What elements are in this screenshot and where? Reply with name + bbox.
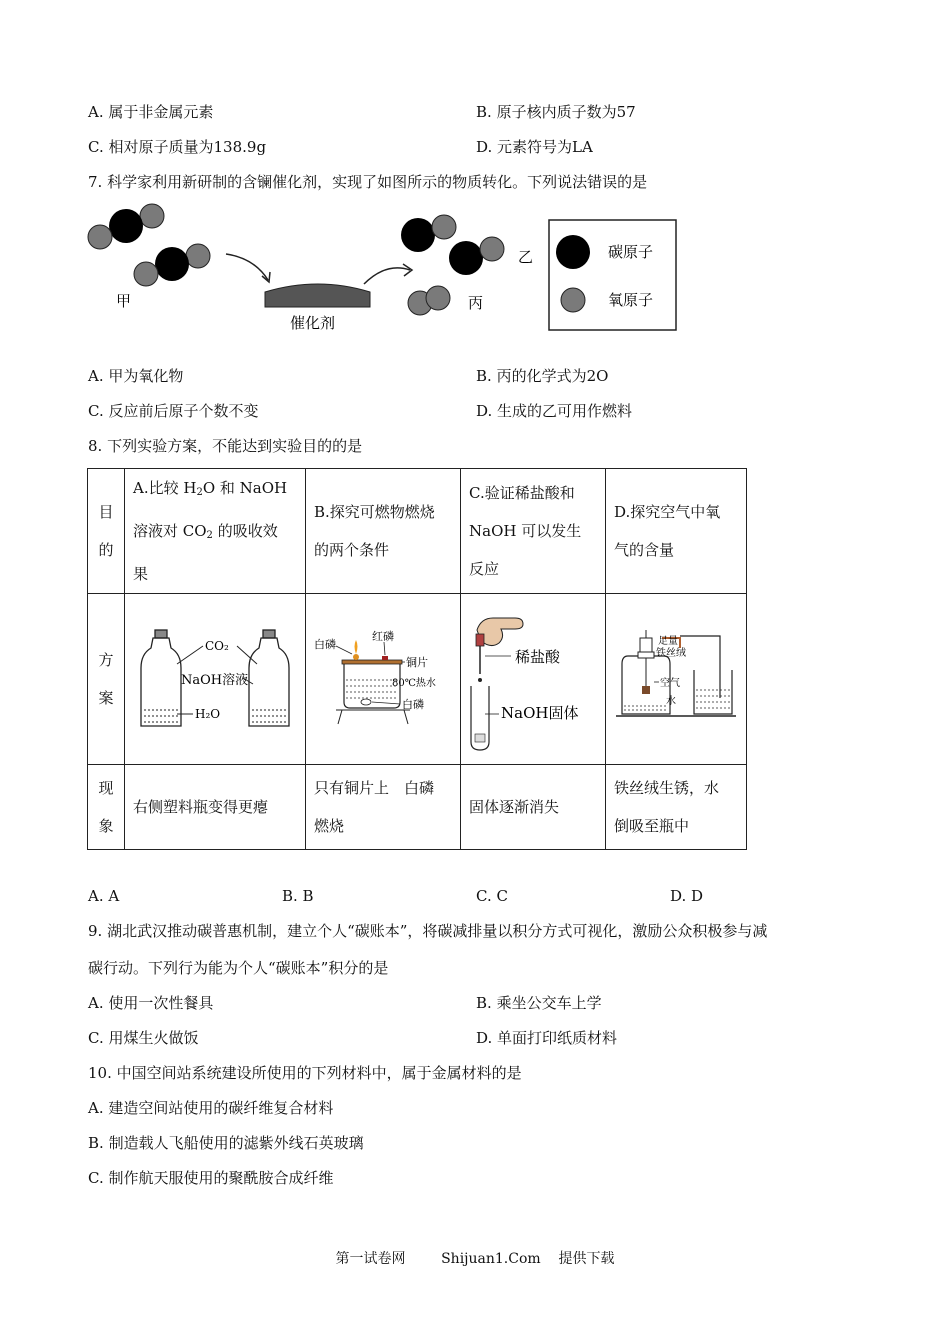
legend-carbon-icon <box>556 235 590 269</box>
catalyst-shape <box>265 284 370 307</box>
q8-option-a: A. A <box>88 887 120 905</box>
phenomenon-d: 铁丝绒生锈，水 倒吸至瓶中 <box>606 765 747 850</box>
molecule-yi-1 <box>401 215 456 252</box>
purpose-a: A.比较 $H_2O$ 和 NaOH 溶液对 $CO_2$ 的吸收效 果 <box>125 469 306 594</box>
legend-oxygen-icon <box>561 288 585 312</box>
table-row-phenomenon <box>88 765 747 850</box>
label-naoh-solution: NaOH溶液 <box>181 673 249 688</box>
q6-option-c: C. 相对原子质量为138.9g <box>88 138 267 156</box>
q10-option-b: B. 制造载人飞船使用的滤紫外线石英玻璃 <box>88 1134 364 1152</box>
header-phenomenon: 现 象 <box>88 765 125 850</box>
q7-reaction-diagram <box>86 200 686 340</box>
purpose-b: B.探究可燃物燃烧 的两个条件 <box>306 469 461 594</box>
oxygen-content-diagram <box>614 624 738 734</box>
label-white-p-1: 白磷 <box>314 638 336 651</box>
q6-option-b: B. 原子核内质子数为57 <box>476 103 636 121</box>
purpose-d: D.探究空气中氧 气的含量 <box>606 469 747 594</box>
label-red-p: 红磷 <box>372 630 394 643</box>
q8-option-c: C. C <box>476 887 508 905</box>
bottles-diagram <box>135 624 295 734</box>
label-bing: 丙 <box>468 294 484 312</box>
q6-option-a: A. 属于非金属元素 <box>88 103 214 121</box>
dropper-diagram <box>463 604 603 754</box>
q8-option-d: D. D <box>670 887 704 905</box>
label-hot-water: 80℃热水 <box>392 678 436 689</box>
q7-option-d: D. 生成的乙可用作燃料 <box>476 402 633 420</box>
scheme-b <box>306 594 461 765</box>
scheme-a <box>125 594 306 765</box>
molecule-jia-1 <box>88 204 164 249</box>
label-iron-wool: 铁丝绒 <box>656 648 686 659</box>
label-dilute-hcl: 稀盐酸 <box>515 648 561 666</box>
molecule-yi-2 <box>449 237 504 275</box>
table-row-scheme <box>88 594 747 765</box>
phenomenon-a: 右侧塑料瓶变得更瘪 <box>125 765 306 850</box>
q10-stem: 10. 中国空间站系统建设所使用的下列材料中，属于金属材料的是 <box>88 1064 522 1082</box>
arrow-out <box>364 268 410 284</box>
page-footer: 第一试卷网 Shijuan1.Com 提供下载 <box>335 1251 615 1267</box>
arrow-in <box>226 254 268 280</box>
q10-option-a: A. 建造空间站使用的碳纤维复合材料 <box>88 1099 334 1117</box>
scheme-d <box>606 594 747 765</box>
header-purpose: 目 的 <box>88 469 125 594</box>
q9-option-c: C. 用煤生火做饭 <box>88 1029 199 1047</box>
q7-option-b: B. 丙的化学式为2O <box>476 367 609 385</box>
q7-stem: 7. 科学家利用新研制的含镧催化剂，实现了如图所示的物质转化。下列说法错误的是 <box>88 173 648 191</box>
q7-option-c: C. 反应前后原子个数不变 <box>88 402 259 420</box>
legend-oxygen-label: 氧原子 <box>608 291 654 309</box>
label-co2: CO₂ <box>205 639 229 653</box>
table-row-purpose <box>88 469 747 594</box>
label-white-p-2: 白磷 <box>402 698 424 711</box>
q9-option-a: A. 使用一次性餐具 <box>88 994 214 1012</box>
phenomenon-c: 固体逐渐消失 <box>461 765 606 850</box>
q10-option-c: C. 制作航天服使用的聚酰胺合成纤维 <box>88 1169 334 1187</box>
q6-option-d: D. 元素符号为LA <box>476 138 593 156</box>
q9-stem-line1: 9. 湖北武汉推动碳普惠机制，建立个人“碳账本”，将碳减排量以积分方式可视化，激励公众积极参与减 <box>88 922 768 940</box>
combustion-diagram <box>314 624 452 734</box>
molecule-bing <box>408 286 450 315</box>
label-h2o: H₂O <box>195 707 221 721</box>
label-sufficient: 足量 <box>658 636 678 647</box>
q9-stem-line2: 碳行动。下列行为能为个人“碳账本”积分的是 <box>88 959 389 977</box>
label-catalyst: 催化剂 <box>290 314 336 332</box>
label-air: 空气 <box>660 678 680 689</box>
scheme-c <box>461 594 606 765</box>
q8-experiment-table <box>87 468 747 850</box>
header-scheme: 方 案 <box>88 594 125 765</box>
phenomenon-b: 只有铜片上 白磷 燃烧 <box>306 765 461 850</box>
label-yi: 乙 <box>518 248 534 266</box>
label-naoh-solid: NaOH固体 <box>501 704 579 722</box>
q8-option-b: B. B <box>282 887 314 905</box>
molecule-jia-2 <box>134 244 210 286</box>
label-copper: 铜片 <box>406 656 428 669</box>
label-water: 水 <box>666 696 676 707</box>
legend-carbon-label: 碳原子 <box>608 243 654 261</box>
q9-option-d: D. 单面打印纸质材料 <box>476 1029 618 1047</box>
label-jia: 甲 <box>116 292 132 310</box>
q8-stem: 8. 下列实验方案，不能达到实验目的的是 <box>88 437 363 455</box>
q7-option-a: A. 甲为氧化物 <box>88 367 184 385</box>
purpose-c: C.验证稀盐酸和 NaOH 可以发生 反应 <box>461 469 606 594</box>
q9-option-b: B. 乘坐公交车上学 <box>476 994 602 1012</box>
